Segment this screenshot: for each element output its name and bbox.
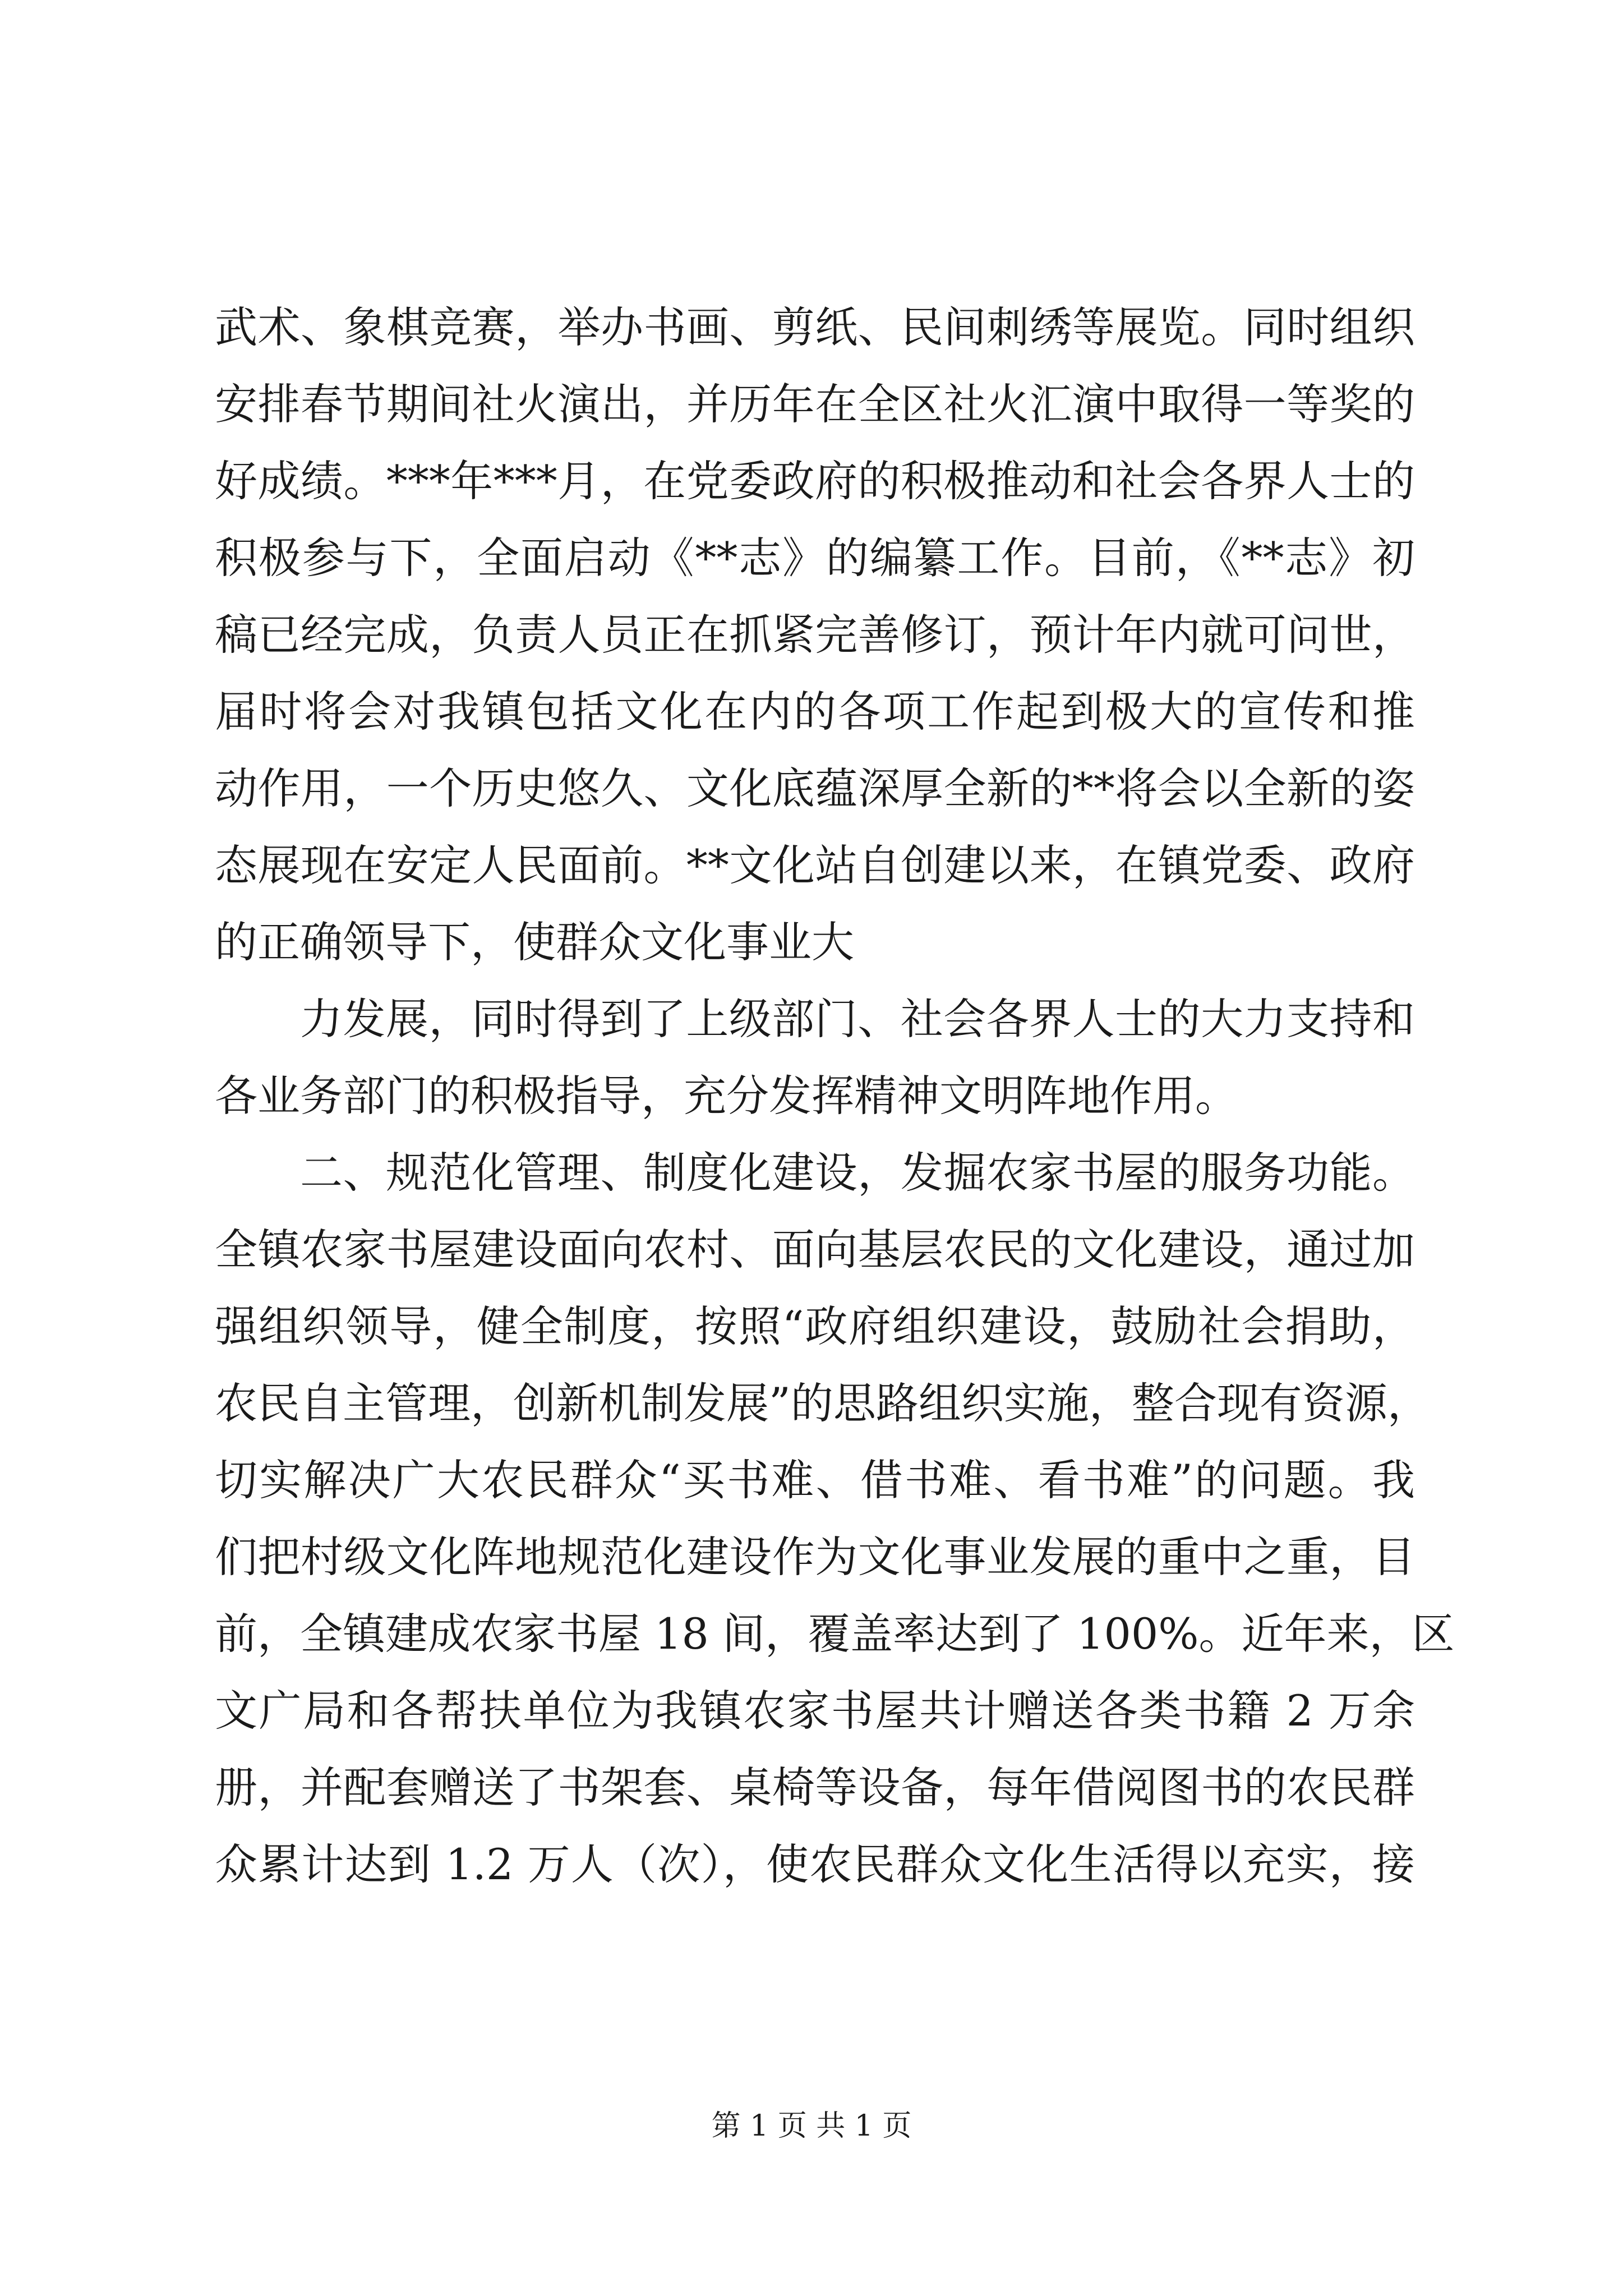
text-line-4: 积极参与下，全面启动《**志》的编纂工作。目前，《**志》初 <box>215 533 1415 583</box>
text-line-7: 动作用，一个历史悠久、文化底蕴深厚全新的**将会以全新的姿 <box>215 763 1415 813</box>
body-text <box>215 289 1455 1903</box>
text-line-3: 好成绩。***年***月，在党委政府的积极推动和社会各界人士的 <box>215 456 1415 506</box>
page-number-footer: 第 1 页 共 1 页 <box>711 2109 912 2143</box>
text-line-21: 众累计达到 1.2 万人（次），使农民群众文化生活得以充实，接 <box>215 1839 1415 1889</box>
text-line-19: 文广局和各帮扶单位为我镇农家书屋共计赠送各类书籍 2 万余 <box>215 1686 1415 1736</box>
text-line-20: 册，并配套赠送了书架套、桌椅等设备，每年借阅图书的农民群 <box>215 1763 1415 1812</box>
text-line-13: 全镇农家书屋建设面向农村、面向基层农民的文化建设，通过加 <box>215 1225 1415 1274</box>
text-line-5: 稿已经完成，负责人员正在抓紧完善修订，预计年内就可问世， <box>215 610 1415 660</box>
text-line-15: 农民自主管理，创新机制发展”的思路组织实施，整合现有资源， <box>215 1378 1430 1428</box>
text-line-17: 们把村级文化阵地规范化建设作为文化事业发展的重中之重，目 <box>215 1532 1415 1582</box>
text-line-11: 各业务部门的积极指导，充分发挥精神文明阵地作用。 <box>215 1071 1238 1121</box>
section-heading-line: 二、规范化管理、制度化建设，发掘农家书屋的服务功能。 <box>300 1148 1415 1198</box>
text-line-10: 力发展，同时得到了上级部门、社会各界人士的大力支持和 <box>300 994 1415 1044</box>
text-line-14: 强组织领导，健全制度，按照“政府组织建设，鼓励社会捐助， <box>215 1301 1415 1351</box>
text-line-8: 态展现在安定人民面前。**文化站自创建以来，在镇党委、政府 <box>215 840 1415 890</box>
text-line-18: 前，全镇建成农家书屋 18 间，覆盖率达到了 100%。近年来，区 <box>215 1609 1455 1659</box>
text-line-9: 的正确领导下，使群众文化事业大 <box>215 917 854 967</box>
text-line-16: 切实解决广大农民群众“买书难、借书难、看书难”的问题。我 <box>215 1455 1415 1505</box>
text-line-2: 安排春节期间社火演出，并历年在全区社火汇演中取得一等奖的 <box>215 379 1415 429</box>
text-line-1: 武术、象棋竞赛，举办书画、剪纸、民间刺绣等展览。同时组织 <box>215 302 1415 352</box>
text-line-6: 届时将会对我镇包括文化在内的各项工作起到极大的宣传和推 <box>215 687 1415 737</box>
